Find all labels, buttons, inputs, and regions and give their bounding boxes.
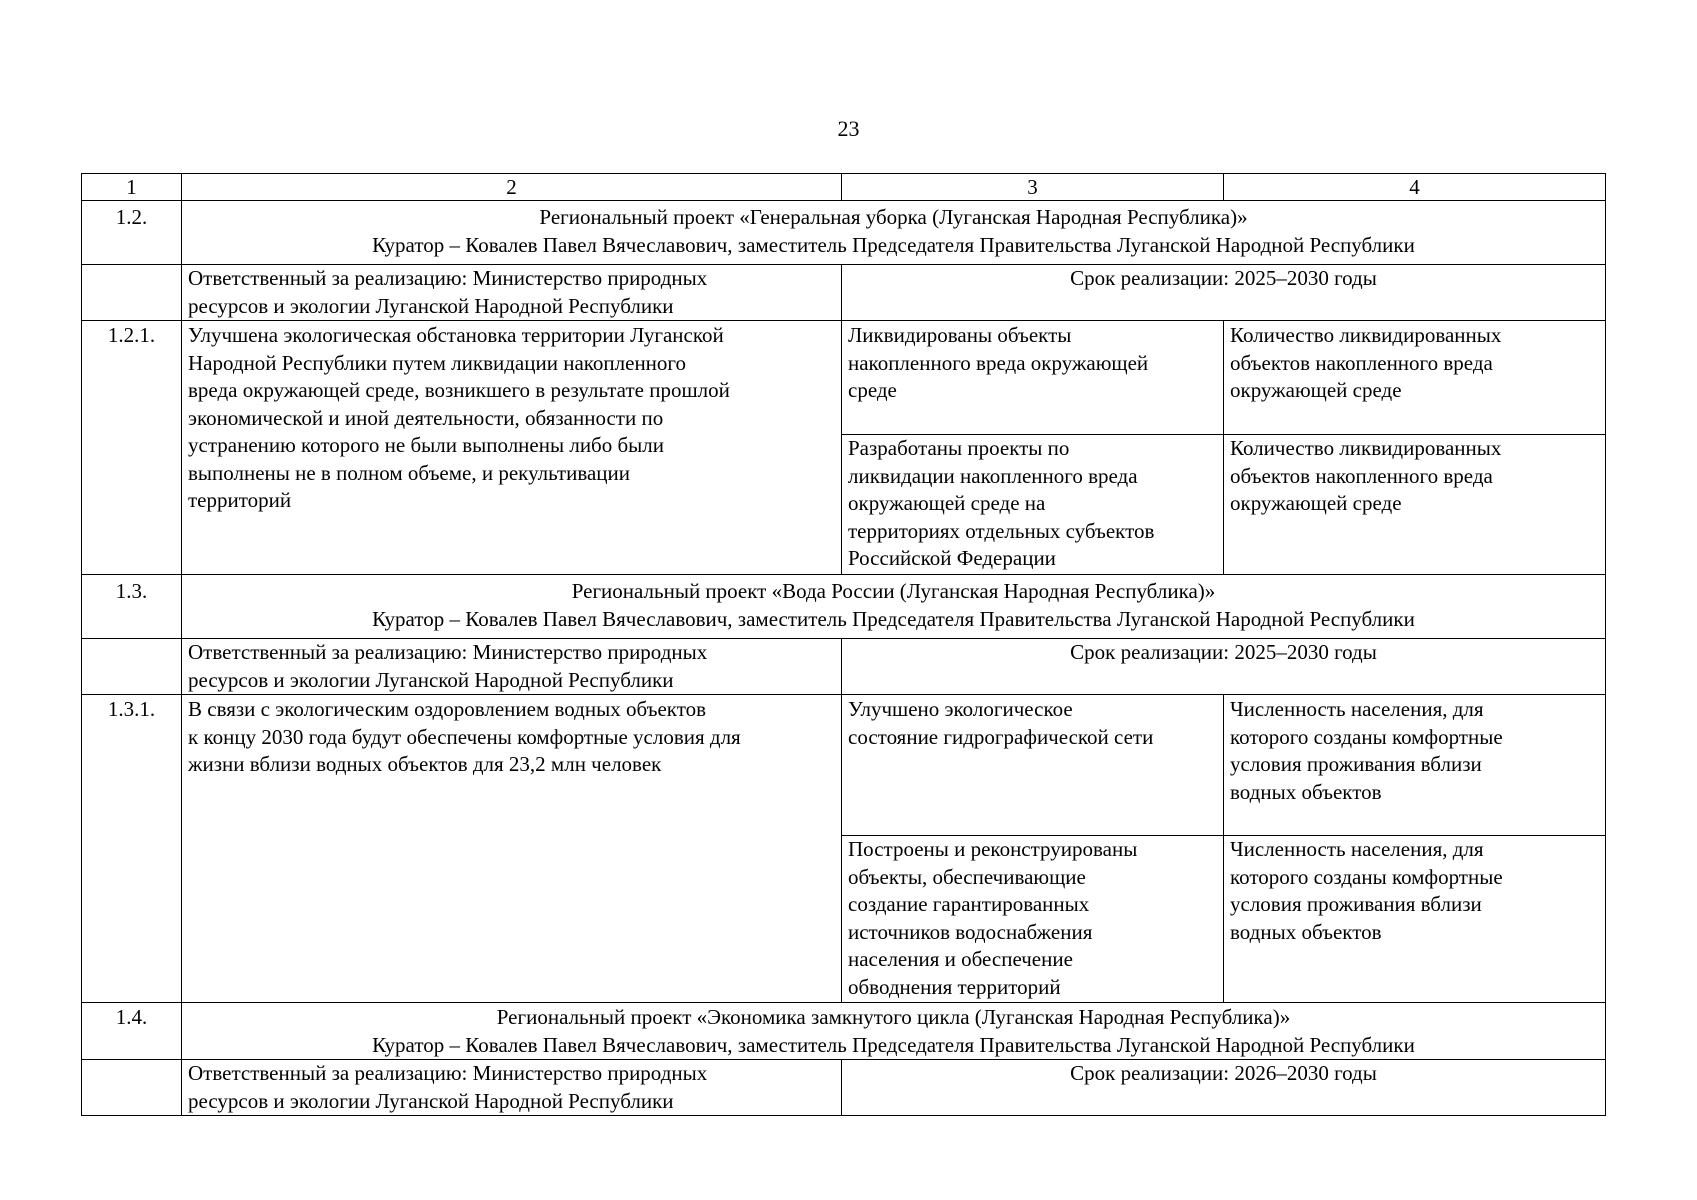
column-header-2: 2 — [182, 174, 842, 201]
indicator-line: водных объектов — [1230, 779, 1382, 804]
responsible-line-1: Ответственный за реализацию: Министерство природных — [188, 640, 708, 664]
result-line: обводнения территорий — [848, 974, 1061, 999]
responsible-row-1-2 — [82, 265, 1606, 321]
project-title: Региональный проект «Вода России (Луганская Народная Республика)» — [571, 579, 1216, 603]
indicator-line: окружающей среде — [1230, 378, 1402, 402]
result-cell — [842, 435, 1224, 575]
item-goal — [182, 321, 842, 575]
project-row-1-3 — [82, 575, 1606, 639]
term-cell: Срок реализации: 2026–2030 годы — [842, 1060, 1606, 1116]
indicator-line: окружающей среде — [1230, 491, 1402, 515]
indicator-line: которого созданы комфортные — [1230, 724, 1503, 749]
column-header-3: 3 — [842, 174, 1224, 201]
project-header — [182, 575, 1606, 639]
item-number: 1.2.1. — [82, 321, 182, 575]
indicator-line: условия проживания вблизи — [1230, 892, 1482, 916]
section-number: 1.2. — [82, 201, 182, 265]
empty-cell — [82, 265, 182, 321]
indicator-line: водных объектов — [1230, 919, 1382, 944]
result-cell — [842, 695, 1224, 836]
project-curator: Куратор – Ковалев Павел Вячеславович, заместитель Председателя Правительства Луганской Народной Республики — [372, 232, 1415, 257]
goal-line: территорий — [188, 488, 292, 512]
empty-cell — [82, 1060, 182, 1116]
result-line: источников водоснабжения — [848, 919, 1093, 944]
responsible-line-2: ресурсов и экологии Луганской Народной Республики — [188, 1088, 674, 1113]
indicator-line: объектов накопленного вреда — [1230, 350, 1493, 375]
project-row-1-4 — [82, 1003, 1606, 1060]
goal-line: вреда окружающей среде, возникшего в результате прошлой — [188, 378, 730, 402]
goal-line: экономической и иной деятельности, обязанности по — [188, 405, 664, 430]
indicator-line: условия проживания вблизи — [1230, 752, 1482, 776]
column-header-4: 4 — [1224, 174, 1606, 201]
goal-line: устранению которого не были выполнены либо были — [188, 433, 665, 457]
goal-line: выполнены не в полном объеме, и рекультивации — [188, 460, 631, 485]
column-header-1: 1 — [82, 174, 182, 201]
result-line: Построены и реконструированы — [848, 837, 1138, 861]
item-row-1-3-1 — [82, 695, 1606, 836]
responsible-row-1-3 — [82, 639, 1606, 695]
goal-line: В связи с экологическим оздоровлением водных объектов — [188, 697, 707, 721]
term-cell: Срок реализации: 2025–2030 годы — [842, 265, 1606, 321]
responsible-cell — [182, 639, 842, 695]
term-cell: Срок реализации: 2025–2030 годы — [842, 639, 1606, 695]
responsible-cell — [182, 1060, 842, 1116]
project-curator: Куратор – Ковалев Павел Вячеславович, заместитель Председателя Правительства Луганской Народной Республики — [372, 606, 1415, 631]
indicator-cell — [1224, 435, 1606, 575]
goal-line: к концу 2030 года будут обеспечены комфортные условия для — [188, 724, 741, 749]
item-goal — [182, 695, 842, 1003]
section-number: 1.3. — [82, 575, 182, 639]
result-line: Разработаны проекты по — [848, 436, 1070, 460]
project-title: Региональный проект «Экономика замкнутого цикла (Луганская Народная Республика)» — [496, 1005, 1291, 1029]
result-line: объекты, обеспечивающие — [848, 864, 1086, 889]
goal-line: Улучшена экологическая обстановка территории Луганской — [188, 323, 724, 347]
indicator-cell — [1224, 321, 1606, 435]
item-number: 1.3.1. — [82, 695, 182, 1003]
responsible-cell — [182, 265, 842, 321]
result-line: состояние гидрографической сети — [848, 724, 1154, 749]
responsible-row-1-4 — [82, 1060, 1606, 1116]
result-line: накопленного вреда окружающей — [848, 350, 1149, 375]
result-line: Улучшено экологическое — [848, 697, 1073, 721]
result-line: Ликвидированы объекты — [848, 323, 1072, 347]
result-line: окружающей среде на — [848, 491, 1046, 515]
result-line: ликвидации накопленного вреда — [848, 463, 1138, 488]
project-header — [182, 1003, 1606, 1060]
empty-cell — [82, 639, 182, 695]
indicator-line: объектов накопленного вреда — [1230, 463, 1493, 488]
result-line: среде — [848, 378, 897, 402]
indicator-line: Количество ликвидированных — [1230, 323, 1502, 347]
table-header-row — [82, 174, 1606, 201]
document-table — [81, 173, 1606, 1116]
indicator-line: Численность населения, для — [1230, 697, 1484, 721]
indicator-line: Количество ликвидированных — [1230, 436, 1502, 460]
result-line: территориях отдельных субъектов — [848, 518, 1155, 543]
responsible-line-1: Ответственный за реализацию: Министерство природных — [188, 1061, 708, 1085]
responsible-line-2: ресурсов и экологии Луганской Народной Республики — [188, 667, 674, 692]
responsible-line-2: ресурсов и экологии Луганской Народной Республики — [188, 293, 674, 318]
indicator-cell — [1224, 836, 1606, 1003]
project-curator: Куратор – Ковалев Павел Вячеславович, заместитель Председателя Правительства Луганской Народной Республики — [372, 1032, 1415, 1057]
responsible-line-1: Ответственный за реализацию: Министерство природных — [188, 266, 708, 290]
result-cell — [842, 836, 1224, 1003]
result-line: населения и обеспечение — [848, 947, 1073, 971]
section-number: 1.4. — [82, 1003, 182, 1060]
project-title: Региональный проект «Генеральная уборка (Луганская Народная Республика)» — [539, 205, 1248, 229]
result-line: создание гарантированных — [848, 892, 1090, 916]
result-line: Российской Федерации — [848, 546, 1056, 570]
page-number: 23 — [837, 116, 860, 141]
indicator-line: которого созданы комфортные — [1230, 864, 1503, 889]
project-row-1-2 — [82, 201, 1606, 265]
goal-line: Народной Республики путем ликвидации накопленного — [188, 350, 687, 375]
result-cell — [842, 321, 1224, 435]
indicator-cell — [1224, 695, 1606, 836]
indicator-line: Численность населения, для — [1230, 837, 1484, 861]
project-header — [182, 201, 1606, 265]
item-row-1-2-1 — [82, 321, 1606, 435]
goal-line: жизни вблизи водных объектов для 23,2 млн человек — [188, 752, 662, 776]
